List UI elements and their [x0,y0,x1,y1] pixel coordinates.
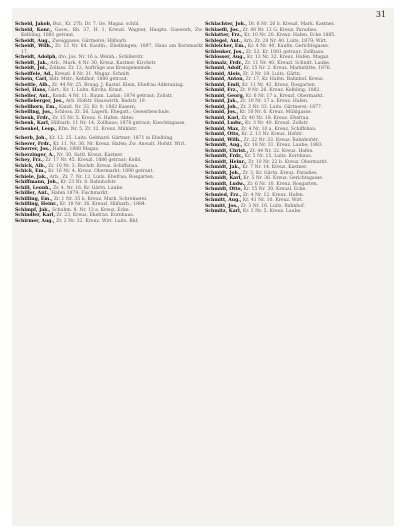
entry-details: Zr. 1 Nr. 35 b. Kreuz. Mark. Schreinerei. [53,196,148,202]
entry-name: Schmid, Anton, [205,77,245,82]
entry-name: Schmid, Emil, [205,82,241,88]
entry-details: Zr. 9 Nr. 26. Kreuz. Kelbling; 1882. [240,88,321,93]
entry-name: Scheid, Konr., [15,27,53,33]
entry-details: Zr. 15 Nr. 5. Kreuz. 6. Hafen. Abtei. [52,115,135,121]
entry-name: Schlenker, Jos., [205,49,245,55]
entry-details: Zr. 4, Nr. 16. Kr. Gärtn. Laube. [53,185,124,191]
entry-details: Kanzl. Nr. 33, Kr. 9, 1882 Kasern. [58,104,137,110]
entry-details: Kr. 3 Nr. 40. Kreuzl. Zollstr. [245,121,309,126]
entry-details: Zr. 23, Kreuz. Ehefrau. Kornhaus. [56,213,135,218]
entry-name: Schmid, Ludw., [205,121,244,126]
entry-name: Schmidt, Karl, [205,176,242,181]
entry-details: Kr. 16 Nr. 4. Kreuz. Obermarkt; 1890 getraut. [48,169,154,174]
entry-name: Scheitle, Alb., [15,82,51,88]
entry-name: Schlaefli, Jos., [205,27,242,33]
entry-details: Zr. 44 Nr. 32. Kreuz. Hafen. [249,148,314,154]
directory-entry [15,219,203,225]
entry-details: Zr. 3, Kr. Gärtn. Kreuz. Paradies. [242,170,318,176]
entry-name: Schlosser, Aug., [205,55,246,60]
entry-details: Kr. 18 Nr. 31. Kreuz. Laube; 1883. [243,143,324,148]
right-column [205,22,393,215]
entry-name: Scheidt, Jak., [15,60,49,66]
entry-name: Schiller, Ant., [15,191,50,196]
directory-page [12,8,394,526]
page-number: 31 [375,10,386,19]
entry-details: Hafen 1879; Fischmarkt. [51,191,109,196]
entry-details: Zr. 17, Kr. Hafen. Bahnhof. Kreuz. [245,77,324,82]
entry-name: Schmalz, Frdr., [205,60,244,66]
entry-details: Kr. 41 Nr. 10. Kreuz. Wirt. [242,198,304,203]
entry-details: Zr. 48 Nr. 12 G. Kreuz. Paradies. [242,27,318,33]
entry-name: Schmidt, Jak., [205,165,241,170]
entry-details: Dr. 6 Nr. 26 b. Kreuzl. Mark. Kastner. [248,22,335,27]
entry-name: Schmied, Frz., [205,192,242,198]
entry-details: Kr. 2 Nr. 5. Kreuz. Laube. [242,209,302,214]
entry-name: Schmid, Jak., [205,99,239,104]
entry-name: Schel, Hans, [15,88,47,93]
entry-name: Schlegel, Ant., [205,38,243,44]
entry-name: Scheidt, Jul., [15,66,48,71]
entry-details: Zr. 17 Nr. 45. Kreuzl. 1886 getraut; Kelbl. [45,158,142,163]
entry-details: Nr. 30. Sattl. Kreuz. Kastner. [56,152,124,158]
entry-name: Schenk, Frdr., [15,115,51,121]
entry-details: Bur., Kr. 27b, Dr. 7. Ge. Magaz. schül. [52,22,140,27]
entry-name: Schmid, Max, [205,126,240,132]
entry-details: Hilfsarb. 11 Nr. 14. Zollhaus; 1878 getraut; Knechtsgasse. [50,121,186,126]
entry-details: Zr. 3 Nr. 33. Luits. Gärtnerei; 1877. [240,104,323,110]
entry-name: Schill, Leonh., [15,185,52,191]
entry-name: Scheller, Ant., [15,93,51,99]
entry-details: Zweiggasse, Gärtnerei; Hilfsarb. [52,38,128,44]
entry-name: Schmitt, Aug., [205,198,242,203]
entry-name: Schey, Frz., [15,158,44,163]
entry-details: Kr. 18 Nr. 36. Kreuzl. Hilfsarb.; 1884. [59,202,147,207]
entry-name: Schmidt, Christ., [205,148,249,154]
entry-details: Kfm. Nr. 5, Zr. 12. Kreuz. Mühlstr. [58,126,138,132]
entry-name: Schindler, Karl, [15,213,56,218]
entry-details: Kr. 15 Nr. 2. Kreuz. Markstätte; 1876. [243,66,332,71]
entry-name: Schilling, Heinr., [15,202,59,207]
entry-details: Arb. Zr. 28 Nr. 40. Luits. 1879; Wirt. [243,38,328,44]
entry-name: Schmidt, Joh., [205,170,241,176]
entry-name: Schick, Alb., [15,163,47,169]
entry-name: Schein, Carl, [15,77,48,82]
entry-details: bldr. Mstr.; Kehlhof; 1880 getraut. [49,77,129,82]
entry-details: Kr. 13 Nr. 32. Kreuz. Hafen. Magaz. [247,55,330,60]
entry-name: Schmid, Frz., [205,88,239,93]
entry-details: Kr. 5 Nr. 15. Luits. Kornhaus. [244,154,313,159]
left-column [15,22,203,224]
entry-name: Schilling, Em., [15,196,53,202]
entry-name: Scherer, Frdr., [15,141,52,147]
entry-details: Kr. 23 Nr. 8. Bahnhofstr. [60,180,117,185]
entry-name: Schmitt, Jos., [205,203,240,209]
entry-details: Kr. 10 Nr. 20. Kreuz. Hafen. Ecke 1885. [244,33,336,38]
entry-name: Schiele, Jak., [15,174,49,180]
entry-details: Kr. 15 Nr. 30. Kreuzl. Ecke. [243,187,307,192]
entry-details: Schloss. Zr. 56. Lagerh. Ehegatt.; Gewerbeschule. [54,110,171,115]
entry-name: Schlachter, Joh., [205,22,247,27]
entry-name: Scherb, Joh., [15,136,48,141]
entry-details: Hafen; 1888 Magaz. [52,147,100,152]
entry-details: Zr. 53. Kr. 1881 getraut; Zollhaus. [245,49,325,55]
entry-name: Schellhorn, Em., [15,104,58,110]
entry-details: Zr. 2 Nr. 32. Kreuz. Wirt. Luits. Bhf. [56,218,139,224]
entry-name: Scheidt, Adolph, [15,55,57,60]
entry-details: Zr. 10 Nr. 17 a. Kreuz. Hafen. [240,99,309,104]
entry-details: Kr. 2. 13 Nr. Kreuz. Hofstr. [241,132,304,137]
directory-entry [15,44,203,55]
entry-details: Zr. 40 Nr. 18. Kreuz. Ehefrau. [241,115,310,121]
entry-name: Schiffmann, Joh., [15,180,60,185]
entry-details: Zollass. Zr. 13, Aufträge aus Kreisgemeinde. [49,66,152,71]
directory-entry [15,28,203,39]
entry-details: Arb., Zr. 7. Nr. 12. Luits. Ehefrau; Rosgarten. [49,174,155,180]
entry-name: Schmid, Georg, [205,93,245,99]
entry-name: Scheidt, Wilh., [15,44,54,49]
entry-details: Arb. Hofstr. Hauswirth, Badstr. 19. [65,99,147,104]
entry-name: Schmid, Karl, [205,115,240,121]
entry-name: Schmidt, Aug., [205,143,243,148]
entry-details: Zr. 4 Nr. 12. Kreuz. Hafen. [242,192,305,198]
entry-name: Schmid, Otto, [205,132,241,137]
entry-details: Kr. 5 Nr. 36. Kreuz. Gerichtsgasse. [243,176,324,181]
entry-name: Schmidt, Ludw., [205,181,246,187]
entry-details: Kr. 11. Nr. 36, Nr. Kreuz. Hafen; Zw. Anwalt. Hofstr. Wirt. [53,141,186,147]
entry-details: Arb., Mark. 4 Nr. 30, Kreuz. Kastner, Kirchstr. [50,60,157,66]
entry-name: Schelleberger, Jos., [15,99,65,104]
entry-name: Schmid, Wilh., [205,137,243,143]
entry-name: Scherzinger, A., [15,152,56,158]
entry-details: Gärt., Kr. 1. Luits. Kirchs. Kraut. [48,88,124,93]
entry-details: Zr. 4 Nr. 10 a. Kreuz. Schiffsbau. [240,126,317,132]
entry-name: Schmid, Alois, [205,71,242,77]
entry-name: Schlatter, Frz., [205,33,243,38]
entry-name: Schmidt, Otto, [205,187,243,192]
entry-details: Gasw., Rh. 37, H. 1, Kreuzl. Wagner, Haupts. Gaswerk, Zw. Kelbling, 1881 getraut. [21,27,203,38]
entry-details: dto. Jos. Nr. 16 a. Weinh.; Schillerstr. [58,55,144,60]
entry-name: Schelling, Jos., [15,110,53,115]
entry-details: Kr. 10 Nr. 6. Kreuz. Mühlgasse. [239,110,312,115]
entry-details: Zr. 10 Nr. 3. Buchdr. Kreuz. Schiffsbau. [48,163,139,169]
entry-name: Schmid, Jos., [205,110,239,115]
entry-name: Schmitz, Karl, [205,209,242,214]
entry-details: Kr. 11 Nr. 42. Kreuz. Rosgarten. [242,82,317,88]
entry-name: Schmid, Adolf, [205,66,243,71]
entry-name: Schenkel, Leop., [15,126,57,132]
entry-details: Kr. 4 Nr. 40, Kaufm. Gerichtsgasse. [247,44,330,49]
entry-name: Schirmer, Aug., [15,218,55,224]
entry-name: Scherrer, Jos., [15,147,52,152]
entry-details: Zr. 11 Nr. 40. Kreuzl. Schnitt. Laube. [244,60,331,66]
directory-entry [205,209,393,215]
entry-details: Kondi. 4 Nr. 11. Baum. Ladan; 1874 getraut; Zollstr. [52,93,173,99]
entry-name: Schick, Em., [15,169,47,174]
entry-name: Scheiffele, Ad., [15,71,54,77]
entry-details: Zr. 12 Nr. 64. Kaufm.; Ebelbingen; 1897, Haus am Kornmarkt 17. [21,44,203,55]
entry-details: Zr. 10 Nr. 22 b. Kreuz. Obermarkt. [248,159,328,165]
entry-details: Kr. 12. 25. Luits. Gebhard. Gärtner; 1871 in Ebelbing. [49,136,174,141]
entry-details: Schuhm. 8. Nr. 13 a. Kreuz. Ecke. [51,207,131,213]
entry-name: Schenk, Karl, [15,121,50,126]
entry-name: Schleicher, Em., [205,44,247,49]
entry-name: Schmid, Joh., [205,104,239,110]
entry-details: Kr. 6 Nr. 17 a. Kreuzl. Obermarkt. [245,93,325,99]
entry-name: Scheidt, Aug., [15,38,51,44]
entry-details: Kreuzl. 8 Nr. 31. Magaz. Schnitt. [54,71,131,77]
entry-name: Schmidt, Heinr., [205,159,247,165]
entry-details: Zr. 3 Nr. 16. Luits. Bahnhof. [240,203,305,209]
entry-name: Scheid, Jakob, [15,22,52,27]
entry-details: Zr. 6 Nr. 10. Kreuz. Rosgarten. [247,181,319,187]
entry-details: Zr. 22 Nr. 33. Kreuz. Bahnhofstr. [243,137,319,143]
entry-details: Kr. 7 Nr. 14. Kreuz. Kastner. [242,165,308,170]
entry-details: Zr. 2 Nr. 18. Luits. Gärtn. [242,71,302,77]
entry-details: Zr. 44 Nr. 25, Braug. J. Kastel. Klein, Ehefrau Adleranlag. [51,82,185,88]
entry-name: Schmidt, Frdr., [205,154,244,159]
entry-name: Schimpf, Jak., [15,207,51,213]
